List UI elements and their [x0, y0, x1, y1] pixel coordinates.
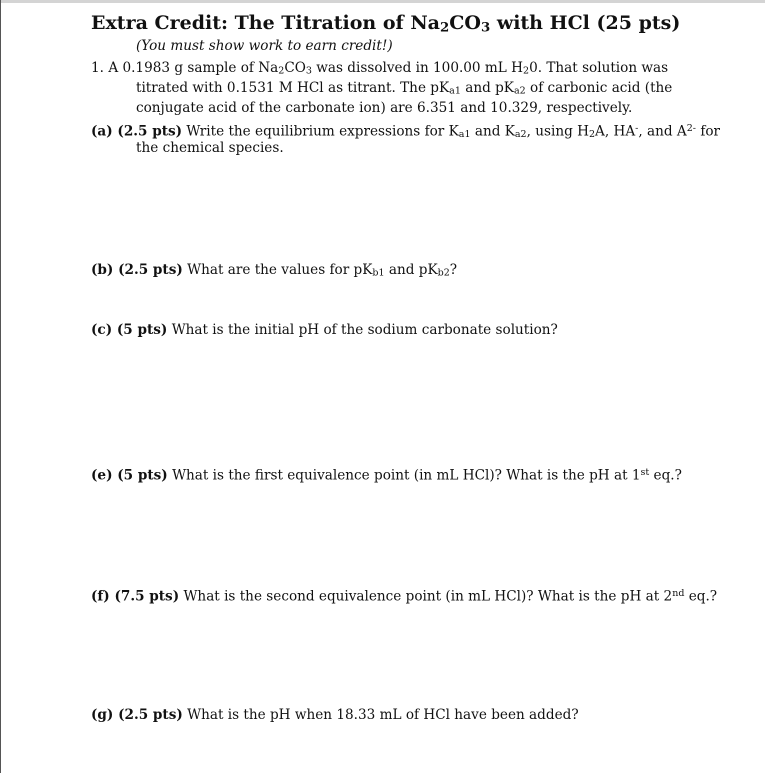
instruction-subtitle: (You must show work to earn credit!) — [136, 38, 393, 54]
part-f-question: (f) (7.5 pts) What is the second equivalence point (in mL HCl)? What is the pH at 2nd eq.? — [91, 588, 718, 605]
page-left-edge — [0, 0, 1, 773]
part-a-line-1: (a) (2.5 pts) Write the equilibrium expressions for Ka1 and Ka2, using H2A, HA-, and $A^{2-}$ for — [91, 123, 721, 140]
page-title: Extra Credit: The Titration of Na2CO3 with HCl (25 pts) — [91, 12, 681, 36]
part-b-question: (b) (2.5 pts) What are the values for pKb1 and pKb2? — [91, 262, 458, 279]
part-e-question: (e) (5 pts) What is the first equivalence point (in mL HCl)? What is the pH at 1st eq.? — [91, 467, 682, 484]
problem-1-line-1: 1. A 0.1983 g sample of Na2CO3 was dissolved in 100.00 mL H20. That solution was — [91, 60, 669, 77]
problem-1-line-3: conjugate acid of the carbonate ion) are 6.351 and 10.329, respectively. — [136, 100, 633, 116]
part-a-line-2: the chemical species. — [136, 140, 284, 156]
part-c-question: (c) (5 pts) What is the initial pH of the sodium carbonate solution? — [91, 322, 558, 338]
page-top-edge — [0, 0, 765, 3]
part-g-question: (g) (2.5 pts) What is the pH when 18.33 mL of HCl have been added? — [91, 707, 579, 723]
problem-1-line-2: titrated with 0.1531 M HCl as titrant. The pKa1 and pKa2 of carbonic acid (the — [136, 80, 673, 97]
